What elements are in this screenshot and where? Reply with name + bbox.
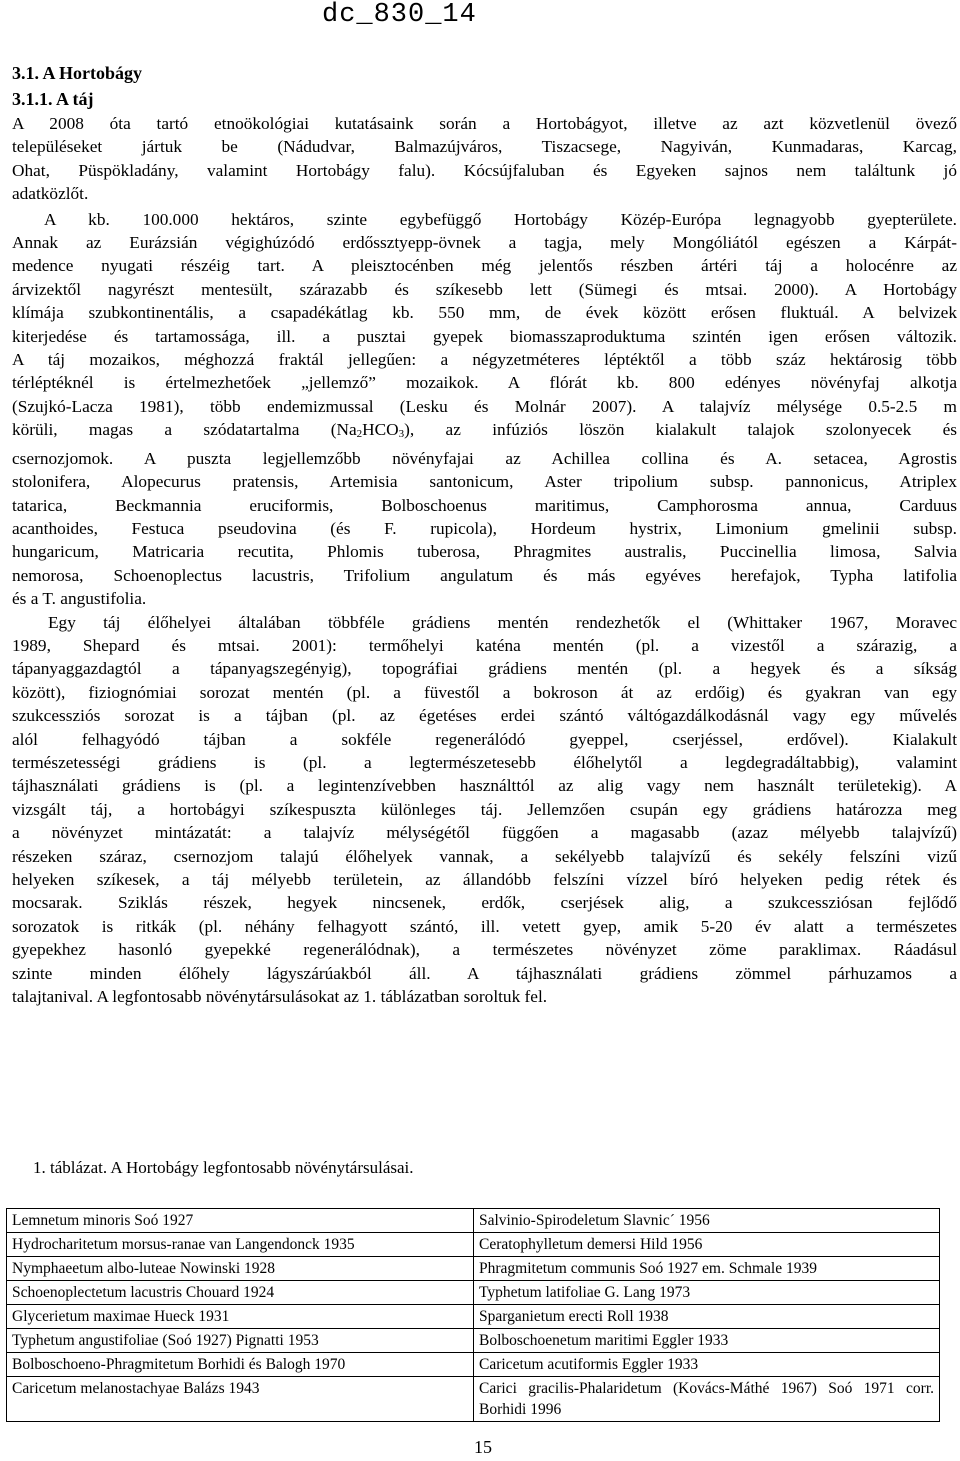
text-line: Ohat, Püspökladány, valamint Hortobágy falu). Kócsújfaluban és Egyeken sajnos nem találtunk jó [12, 160, 957, 180]
text-line: hungaricum, Matricaria recutita, Phlomis tuberosa, Phragmites australis, Puccinellia limosa, Salvia [12, 542, 957, 562]
text-line: helyeken szíkesek, a táj mélyebb területein, az állandóbb felszíni vízzel bíró helyeken pedig rétek és [12, 870, 957, 889]
text-line: klímája szubkontinentális, a csapadékátlag kb. 550 mm, de évek között erősen fluktuál. A belvizek [12, 303, 957, 323]
text-line: acanthoides, Festuca pseudovina (és F. rupicola), Hordeum hystrix, Limonium gmelinii subsp. [12, 518, 957, 538]
text-line: sorozatok is ritkák (pl. néhány felhagyott szántó, ill. vetett gyep, amik 5-20 év alatt a természetes [12, 916, 957, 936]
text-line: szinte minden élőhely lágyszárúakból áll. A tájhasználati grádiens zömmel párhuzamos a [12, 963, 957, 983]
table-row [7, 1209, 940, 1233]
document-id: dc_830_14 [322, 0, 477, 30]
text-line: és a T. angustifolia. [12, 589, 147, 609]
table-cell: Glycerietum maximae Hueck 1931 [7, 1305, 474, 1329]
table-cell: Caricetum acutiformis Eggler 1933 [474, 1353, 940, 1377]
table-cell: Bolboschoenetum maritimi Eggler 1933 [474, 1329, 940, 1353]
text-line: között), fiziognómiai sorozat mentén (pl. a füvestől a bokroson át az erdőig) és gyakran van egy [12, 682, 957, 702]
page-number: 15 [474, 1437, 492, 1457]
text-line: tatarica, Beckmannia eruciformis, Bolboschoenus maritimus, Camphorosma annua, Carduus [12, 495, 957, 515]
text-line: körüli, magas a szódatartalma $(Na_2HCO_3)$, az infúziós löszön kialakult talajok szolonyecek és [12, 420, 957, 441]
table-row [7, 1353, 940, 1377]
table-row [7, 1233, 940, 1257]
table-row [7, 1377, 940, 1422]
text-line: mocsarak. Sziklás részek, hegyek nincsenek, erdők, cserjések alig, a szukcessziósan fejlődő [12, 893, 957, 913]
text-line: nemorosa, Schoenoplectus lacustris, Trifolium angulatum és más egyéves herefajok, Typha latifolia [12, 565, 957, 585]
table-cell: Hydrocharitetum morsus-ranae van Langendonck 1935 [7, 1233, 474, 1257]
text-line: tájhasználati grádiens is (pl. a legintenzívebben használttól az alig vagy nem használt területekig). A [12, 776, 957, 796]
text-line: részeken száraz, csernozjom talajú élőhelyek vannak, a sekélyebb talajvízű és sekély felszíni vizű [12, 846, 957, 866]
plant-communities-table [6, 1208, 940, 1422]
table-cell: Salvinio-Spirodeletum Slavnic´ 1956 [474, 1209, 940, 1233]
text-line: a növényzet mintázatát: a talajvíz mélységétől függően a magasabb (azaz mélyebb talajvízű) [12, 823, 957, 843]
section-heading: 3.1. A Hortobágy [12, 63, 143, 83]
text-line: A kb. 100.000 hektáros, szinte egybefüggő Hortobágy Közép-Európa legnagyobb gyepterülete. [44, 209, 957, 229]
table-cell: Ceratophylletum demersi Hild 1956 [474, 1233, 940, 1257]
text-line: tápanyaggazdagtól a tápanyagszegényig), topográfiai grádiens mentén (pl. a hegyek és a síkság [12, 659, 957, 679]
table-row [7, 1329, 940, 1353]
text-line: kiterjedése és tartamossága, ill. a pusztai gyepek biomasszaproduktuma szintén igen erősen változik. [12, 326, 957, 346]
table-cell: Carici gracilis-Phalaridetum (Kovács-Máthé 1967) Soó 1971 corr. Borhidi 1996 [474, 1377, 940, 1422]
text-line: alól felhagyódó tájban a sokféle regenerálódó gyeppel, cserjéssel, erdővel). Kialakult [12, 729, 957, 749]
text-line: településeket jártuk be (Nádudvar, Balmazújváros, Tiszacsege, Nagyiván, Kunmadaras, Karcag, [12, 137, 957, 157]
text-line: talajtanival. A legfontosabb növénytársulásokat az 1. táblázatban soroltuk fel. [12, 987, 548, 1007]
text-line: csernozjomok. A puszta legjellemzőbb növényfajai az Achillea collina és A. setacea, Agrostis [12, 448, 957, 468]
table-cell: Phragmitetum communis Soó 1927 em. Schmale 1939 [474, 1257, 940, 1281]
text-line: (Szujkó-Lacza 1981), több endemizmussal (Lesku és Molnár 2007). A talajvíz mélysége 0.5-2.5 m [12, 396, 957, 416]
paragraph-1 [12, 112, 957, 206]
table-cell: Lemnetum minoris Soó 1927 [7, 1209, 474, 1233]
text-line: Annak az Eurázsián végighúzódó erdőssztyepp-övnek a tagja, mely Mongóliától egészen a Kárpát- [12, 233, 957, 253]
text-line: 1989, Shepard és mtsai. 2001): termőhelyi katéna mentén (pl. a vizestől a szárazig, a [12, 635, 957, 655]
text-line: szukcessziós sorozat is a tájban (pl. az égetéses erdei szántó váltógazdálkodásnál vagy egy művelés [12, 706, 957, 726]
table-caption: 1. táblázat. A Hortobágy legfontosabb növénytársulásai. [33, 1158, 414, 1177]
text-line: medence nyugati részéig tart. A pleisztocénben még jelentős részben ártéri táj a holocénre az [12, 256, 957, 276]
table-cell: Typhetum angustifoliae (Soó 1927) Pignatti 1953 [7, 1329, 474, 1353]
table-cell: Caricetum melanostachyae Balázs 1943 [7, 1377, 474, 1422]
paragraph-2 [12, 208, 957, 611]
text-line: árvizektől nagyrészt mentesült, szárazabb és szíkesebb lett (Sümegi és mtsai. 2000). A Hortobágy [12, 279, 957, 299]
text-line: Egy táj élőhelyei általában többféle grádiens mentén rendezhetők el (Whittaker 1967, Moravec [48, 612, 957, 632]
text-line: vizsgált táj, a hortobágyi szíkespuszta különleges táj. Jellemzően csupán egy grádiens határozza meg [12, 799, 957, 819]
table-row [7, 1305, 940, 1329]
text-line: térléptéknél is értelmezhetőek „jellemző” mozaikok. A flórát kb. 800 edényes növényfaj alkotja [12, 373, 957, 393]
table-cell: Sparganietum erecti Roll 1938 [474, 1305, 940, 1329]
table-cell: Typhetum latifoliae G. Lang 1973 [474, 1281, 940, 1305]
text-line: A táj mozaikos, méghozzá fraktál jellegűen: a négyzetméteres léptéktől a több száz hektárosig több [12, 350, 957, 370]
paragraph-3 [12, 611, 957, 1009]
table-cell: Nymphaeetum albo-luteae Nowinski 1928 [7, 1257, 474, 1281]
table-cell: Bolboschoeno-Phragmitetum Borhidi és Balogh 1970 [7, 1353, 474, 1377]
text-line: A 2008 óta tartó etnoökológiai kutatásaink során a Hortobágyot, illetve az azt közvetlenül övező [12, 114, 957, 133]
text-line: adatközlőt. [12, 184, 89, 204]
document-body [12, 60, 957, 1008]
text-line: stolonifera, Alopecurus pratensis, Artemisia santonicum, Aster tripolium subsp. pannonicus, Atriplex [12, 472, 957, 492]
table-row [7, 1257, 940, 1281]
text-line: természetességi grádiens is (pl. a legtermészetesebb élőhelytől a legdegradáltabbig), valamint [12, 752, 957, 772]
subsection-heading: 3.1.1. A táj [12, 89, 94, 109]
text-line: gyepekhez hasonló gyepekké regenerálódnak), a természetes növényzet zöme paraklimax. Ráadásul [12, 940, 957, 960]
table-cell: Schoenoplectetum lacustris Chouard 1924 [7, 1281, 474, 1305]
table-row [7, 1281, 940, 1305]
